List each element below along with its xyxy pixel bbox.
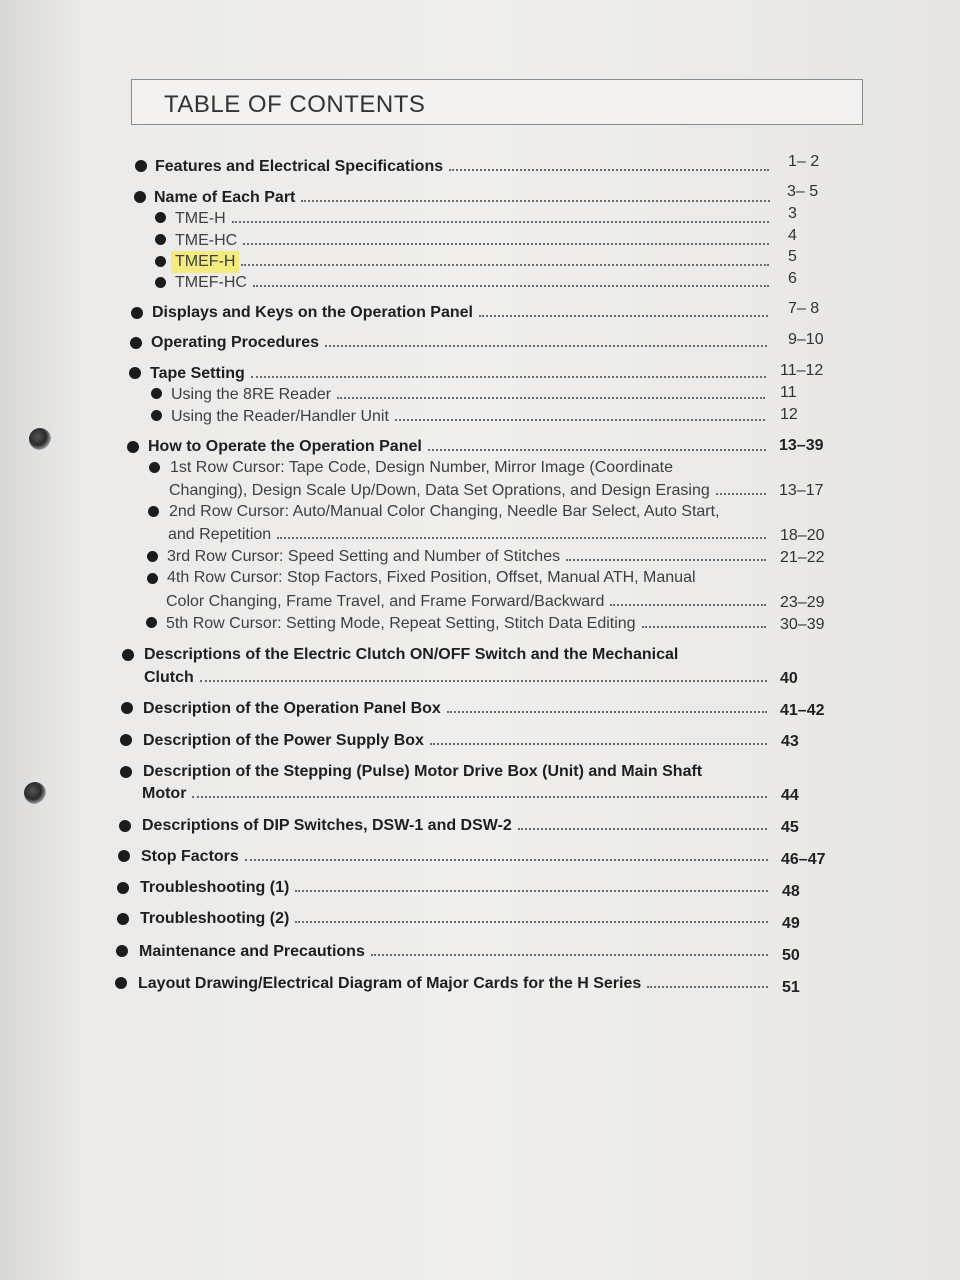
dot-leader <box>251 362 766 378</box>
entry-label: Operating Procedures <box>151 334 320 351</box>
bullet-icon <box>147 573 158 584</box>
bullet-icon <box>131 307 143 319</box>
toc-entry[interactable] <box>142 814 773 836</box>
bullet-icon <box>151 410 162 421</box>
dot-leader <box>371 940 768 956</box>
punch-hole <box>24 782 46 804</box>
entry-label-line: Changing), Design Scale Up/Down, Data Set Oprations, and Design Erasing <box>169 482 710 499</box>
dot-leader <box>295 907 768 923</box>
bullet-icon <box>117 882 129 894</box>
toc-subentry[interactable] <box>175 250 775 272</box>
page-number: 23–29 <box>780 594 825 611</box>
page-number: 3– 5 <box>787 183 819 200</box>
bullet-icon <box>122 649 134 661</box>
dot-leader <box>647 972 768 988</box>
entry-label: TMEF-HC <box>175 274 247 291</box>
page-number: 3 <box>788 205 797 222</box>
title-box <box>131 79 863 125</box>
toc-entry[interactable] <box>141 845 774 867</box>
toc-subentry[interactable] <box>175 229 775 251</box>
entry-label-line: Description of the Stepping (Pulse) Motor Drive Box (Unit) and Main Shaft <box>143 763 703 780</box>
page-number: 6 <box>788 270 797 287</box>
page-number: 12 <box>780 406 798 423</box>
entry-label: Using the Reader/Handler Unit <box>171 408 389 425</box>
dot-leader <box>200 666 767 682</box>
page-title: TABLE OF CONTENTS <box>164 91 426 118</box>
dot-leader <box>253 271 769 287</box>
dot-leader <box>430 729 767 745</box>
page-number: 50 <box>782 947 800 964</box>
entry-label: 5th Row Cursor: Setting Mode, Repeat Setting, Stitch Data Editing <box>166 615 636 632</box>
toc-entry[interactable] <box>142 782 773 804</box>
page-number: 7– 8 <box>788 300 820 317</box>
bullet-icon <box>119 820 131 832</box>
toc-entry[interactable] <box>139 940 774 962</box>
bullet-icon <box>151 388 162 399</box>
toc-subentry[interactable] <box>175 207 775 229</box>
entry-label: Stop Factors <box>141 848 239 865</box>
toc-subentry[interactable] <box>175 271 775 293</box>
page-number: 5 <box>788 248 797 265</box>
toc-entry[interactable] <box>155 155 775 177</box>
dot-leader <box>518 814 767 830</box>
bullet-icon <box>116 945 128 957</box>
entry-label: Tape Setting <box>150 365 245 382</box>
toc-entry[interactable] <box>148 435 772 457</box>
bullet-icon <box>155 277 166 288</box>
page-number: 40 <box>780 670 798 687</box>
dot-leader <box>337 383 765 399</box>
page-number: 11–12 <box>780 362 824 379</box>
page-number: 46–47 <box>781 851 826 868</box>
toc-entry[interactable] <box>138 972 774 994</box>
dot-leader <box>295 876 768 892</box>
dot-leader <box>479 301 768 317</box>
bullet-icon <box>155 256 166 267</box>
page-number: 44 <box>781 787 799 804</box>
bullet-icon <box>155 234 166 245</box>
page-number: 48 <box>782 883 800 900</box>
dot-leader <box>232 207 769 223</box>
entry-label-line: 4th Row Cursor: Stop Factors, Fixed Position, Offset, Manual ATH, Manual <box>167 569 696 586</box>
toc-entry[interactable] <box>144 666 773 688</box>
page-number: 1– 2 <box>788 153 820 170</box>
entry-label: Description of the Power Supply Box <box>143 732 424 749</box>
entry-label: 3rd Row Cursor: Speed Setting and Number of Stitches <box>167 548 561 565</box>
page-number: 9–10 <box>788 331 824 348</box>
bullet-icon <box>147 551 158 562</box>
bullet-icon <box>155 212 166 223</box>
toc-subentry[interactable] <box>166 612 772 634</box>
toc-entry[interactable] <box>143 697 773 719</box>
page-number: 13–17 <box>779 482 824 499</box>
entry-label: Troubleshooting (2) <box>140 910 290 927</box>
toc-subentry[interactable] <box>171 405 771 427</box>
page-number: 11 <box>780 384 797 401</box>
bullet-icon <box>121 702 133 714</box>
dot-leader <box>277 523 766 539</box>
entry-label: Troubleshooting (1) <box>140 879 290 896</box>
entry-label: TME-H <box>175 210 226 227</box>
entry-label: Features and Electrical Specifications <box>155 158 444 175</box>
dot-leader <box>642 612 766 628</box>
bullet-icon <box>118 850 130 862</box>
entry-label-line: Descriptions of the Electric Clutch ON/OFF Switch and the Mechanical <box>144 646 679 663</box>
entry-label-line: and Repetition <box>168 526 272 543</box>
bullet-icon <box>117 913 129 925</box>
toc-entry[interactable] <box>152 301 774 323</box>
bullet-icon <box>146 617 157 628</box>
toc-subentry[interactable] <box>171 383 771 405</box>
bullet-icon <box>130 337 142 349</box>
dot-leader <box>449 155 769 171</box>
toc-entry[interactable] <box>151 331 773 353</box>
dot-leader <box>325 331 767 347</box>
dot-leader <box>245 845 768 861</box>
dot-leader <box>301 186 770 202</box>
toc-subentry[interactable] <box>168 523 772 545</box>
toc-entry[interactable] <box>143 729 773 751</box>
entry-label: Maintenance and Precautions <box>139 943 365 960</box>
dot-leader <box>447 697 767 713</box>
toc-entry[interactable] <box>154 186 776 208</box>
page-number: 41–42 <box>780 702 825 719</box>
entry-label: Name of Each Part <box>154 189 296 206</box>
entry-label: Layout Drawing/Electrical Diagram of Major Cards for the H Series <box>138 975 642 992</box>
entry-label: TME-HC <box>175 232 238 249</box>
dot-leader <box>192 782 767 798</box>
toc-entry[interactable] <box>150 362 772 384</box>
dot-leader <box>395 405 765 421</box>
bullet-icon <box>120 766 132 778</box>
page-number: 18–20 <box>780 527 825 544</box>
page-number: 21–22 <box>780 549 825 566</box>
entry-label: How to Operate the Operation Panel <box>148 438 422 455</box>
page-number: 45 <box>781 819 799 836</box>
entry-label: Using the 8RE Reader <box>171 386 332 403</box>
bullet-icon <box>115 977 127 989</box>
bullet-icon <box>134 191 146 203</box>
page-number: 13–39 <box>779 437 824 454</box>
toc-entry[interactable] <box>140 907 774 929</box>
bullet-icon <box>127 441 139 453</box>
toc-subentry[interactable] <box>166 590 772 612</box>
page-number: 49 <box>782 915 800 932</box>
toc-entry[interactable] <box>140 876 774 898</box>
page-number: 30–39 <box>780 616 825 633</box>
page-number: 43 <box>781 733 799 750</box>
dot-leader <box>566 545 766 561</box>
entry-label: Descriptions of DIP Switches, DSW-1 and DSW-2 <box>142 817 512 834</box>
dot-leader <box>428 435 766 451</box>
page-number: 4 <box>788 227 797 244</box>
dot-leader <box>241 250 769 266</box>
entry-label-line: 2nd Row Cursor: Auto/Manual Color Changing, Needle Bar Select, Auto Start, <box>169 503 720 520</box>
entry-label: TMEF-H <box>171 251 239 273</box>
bullet-icon <box>135 160 147 172</box>
entry-label-line: 1st Row Cursor: Tape Code, Design Number, Mirror Image (Coordinate <box>170 459 674 476</box>
bullet-icon <box>148 506 159 517</box>
entry-label-line: Clutch <box>144 669 194 686</box>
dot-leader <box>716 479 766 495</box>
toc-subentry[interactable] <box>167 545 772 567</box>
punch-hole <box>29 428 51 450</box>
dot-leader <box>243 229 769 245</box>
dot-leader <box>610 590 766 606</box>
entry-label: Description of the Operation Panel Box <box>143 700 441 717</box>
bullet-icon <box>129 367 141 379</box>
page-number: 51 <box>782 979 800 996</box>
bullet-icon <box>120 734 132 746</box>
bullet-icon <box>149 462 160 473</box>
entry-label: Displays and Keys on the Operation Panel <box>152 304 473 321</box>
entry-label-line: Motor <box>142 785 187 802</box>
entry-label-line: Color Changing, Frame Travel, and Frame Forward/Backward <box>166 593 605 610</box>
toc-subentry[interactable] <box>169 479 772 501</box>
